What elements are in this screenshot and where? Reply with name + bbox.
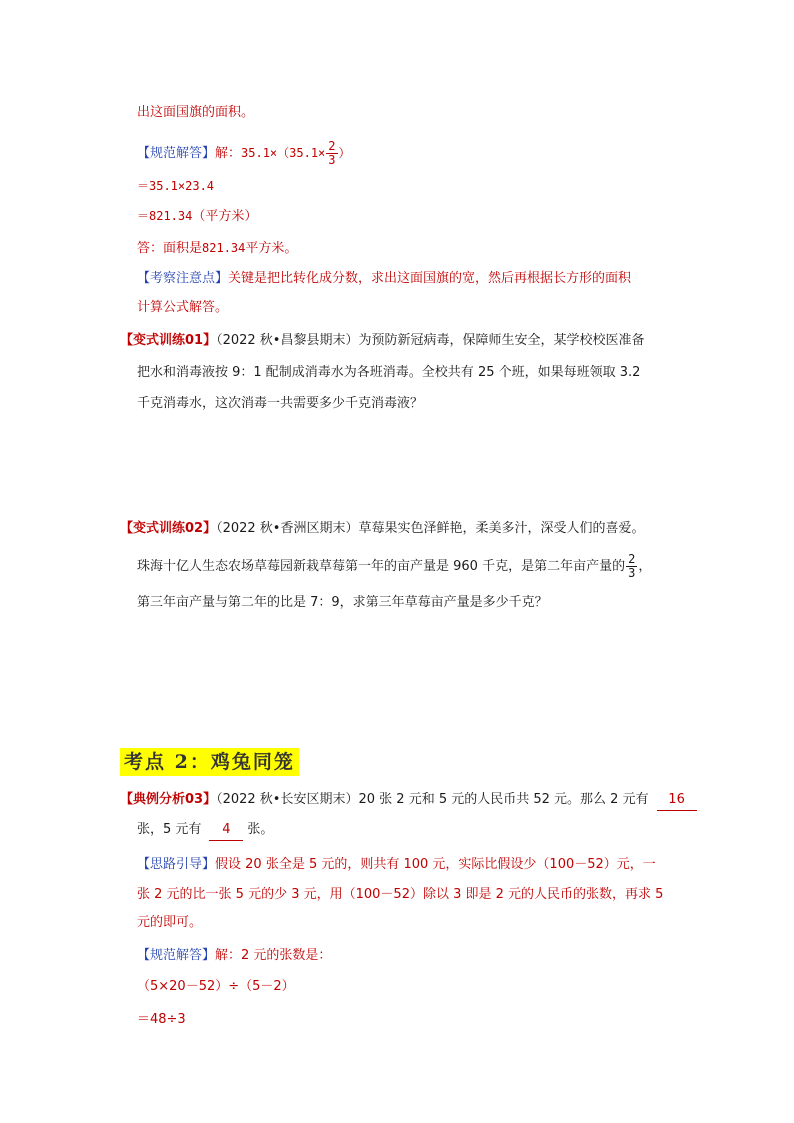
answer-expression: 35.1×（35.1× bbox=[241, 146, 326, 160]
answer-tag: 【规范解答】 bbox=[137, 146, 216, 161]
step-line: （5×20－52）÷（5－2） bbox=[137, 979, 295, 994]
example-text: （2022 秋•长安区期末）20 张 2 元和 5 元的人民币共 52 元。那么 2 元有 bbox=[216, 792, 649, 807]
variant-text-end: ， bbox=[638, 559, 652, 574]
example-text: 张。 bbox=[247, 822, 274, 837]
fraction-denominator: 3 bbox=[328, 153, 336, 167]
note-tag: 【考察注意点】 bbox=[137, 271, 229, 286]
example-question-line bbox=[120, 790, 697, 811]
fraction-numerator: 2 bbox=[328, 139, 336, 153]
hint-text: 假设 20 张全是 5 元的，则共有 100 元，实际比假设少（100－52）元，一 bbox=[215, 857, 656, 872]
variant-question-line: 千克消毒水，这次消毒一共需要多少千克消毒液？ bbox=[137, 396, 424, 411]
variant-text: （2022 秋•香洲区期末）草莓果实色泽鲜艳，柔美多汁，深受人们的喜爱。 bbox=[216, 521, 645, 536]
final-value: 821.34 bbox=[202, 241, 246, 255]
variant-question-line bbox=[137, 553, 651, 580]
final-prefix: 答：面积是 bbox=[137, 241, 203, 256]
answer-text: 解：2 元的张数是： bbox=[215, 948, 332, 963]
hint-line: 元的即可。 bbox=[137, 915, 203, 930]
variant-text: （2022 秋•昌黎县期末）为预防新冠病毒，保障师生安全，某学校校医准备 bbox=[216, 333, 645, 348]
topic-heading: 考点 2：鸡兔同笼 bbox=[120, 748, 299, 776]
note-text: 关键是把比转化成分数，求出这面国旗的宽，然后再根据长方形的面积 bbox=[228, 271, 632, 286]
example-text: 张，5 元有 bbox=[137, 822, 202, 837]
answer-blank: 16 bbox=[657, 790, 697, 811]
variant-question-line: 第三年亩产量与第二年的比是 7：9，求第三年草莓亩产量是多少千克？ bbox=[137, 595, 548, 610]
answer-prefix: 解： bbox=[215, 146, 242, 161]
answer-expression-close: ） bbox=[338, 146, 351, 160]
final-suffix: 平方米。 bbox=[245, 241, 298, 256]
step-line bbox=[137, 206, 257, 227]
step-value: ＝821.34 bbox=[137, 209, 193, 223]
example-question-line bbox=[137, 820, 273, 841]
variant-question-line: 把水和消毒液按 9：1 配制成消毒水为各班消毒。全校共有 25 个班，如果每班领取 3.2 bbox=[137, 365, 641, 380]
note-line-2: 计算公式解答。 bbox=[137, 300, 229, 315]
example-tag: 【典例分析03】 bbox=[120, 792, 217, 807]
fraction-denominator: 3 bbox=[628, 566, 636, 580]
text-line: 出这面国旗的面积。 bbox=[137, 105, 255, 120]
variant-tag: 【变式训练01】 bbox=[120, 333, 217, 348]
final-answer bbox=[137, 238, 297, 259]
answer-tag: 【规范解答】 bbox=[137, 948, 216, 963]
variant-question-line bbox=[120, 331, 644, 351]
hint-line bbox=[137, 855, 656, 875]
hint-line: 张 2 元的比一张 5 元的少 3 元，用（100－52）除以 3 即是 2 元的人民币的张数，再求 5 bbox=[137, 887, 664, 902]
fraction-numerator: 2 bbox=[628, 552, 636, 566]
variant-tag: 【变式训练02】 bbox=[120, 521, 217, 536]
variant-question-line bbox=[120, 519, 644, 539]
note-line bbox=[137, 269, 631, 289]
hint-tag: 【思路引导】 bbox=[137, 857, 216, 872]
fraction bbox=[626, 553, 637, 580]
step-line: ＝35.1×23.4 bbox=[137, 179, 215, 193]
answer-line bbox=[137, 140, 351, 167]
variant-text: 珠海十亿人生态农场草莓园新栽草莓第一年的亩产量是 960 千克，是第二年亩产量的 bbox=[137, 559, 626, 574]
answer-blank: 4 bbox=[209, 820, 243, 841]
fraction bbox=[326, 140, 337, 167]
step-line: ＝48÷3 bbox=[137, 1012, 186, 1027]
answer-line bbox=[137, 946, 331, 966]
step-unit: （平方米） bbox=[192, 209, 258, 224]
